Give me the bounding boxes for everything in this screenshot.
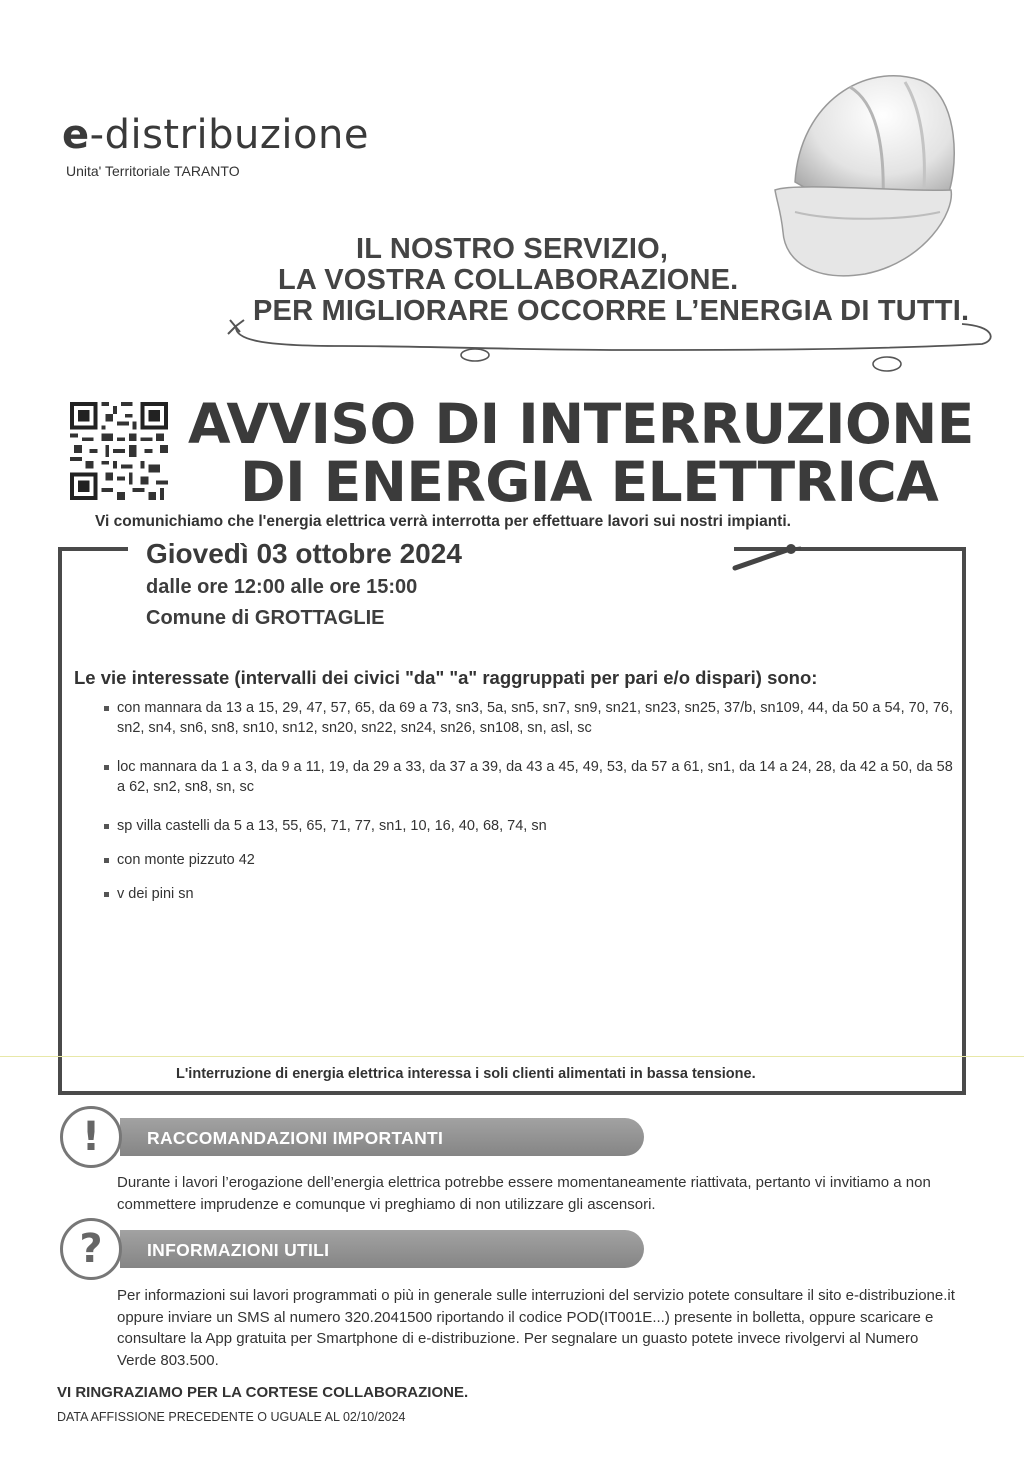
streets-heading: Le vie interessate (intervalli dei civici "da" "a" raggruppati per pari e/o dispari) sono: [74,667,818,688]
bullet-icon [104,706,109,711]
plug-cable-decoration [222,300,1002,380]
street-text: con mannara da 13 a 15, 29, 47, 57, 65, da 69 a 73, sn3, 5a, sn5, sn7, sn9, sn21, sn23, sn25, 37/b, sn109, 44, da 50 a 54, 70, 76, sn2, sn4, sn6, sn8, sn10, sn12, sn20, sn22, sn24, sn26, sn108, sn, asl, sc [117,700,953,736]
slogan-line-1: IL NOSTRO SERVIZIO, [356,233,669,265]
info-text: Per informazioni sui lavori programmati o più in generale sulle interruzioni del servizio potete consultare il sito e-distribuzione.it oppure inviare un SMS al numero 320.2041500 riportando il codice POD(IT001E...) presente in bolletta, oppure scaricare e consultare la App gratuita per Smartphone di e-distribuzione. Per segnalare un guasto potete invece rivolgervi al Numero Verde 803.500. [117,1287,955,1369]
logo-e-mark: e [62,112,90,158]
helmet-illustration [755,62,965,282]
street-item [104,884,954,904]
interruption-hours: dalle ore 12:00 alle ore 15:00 [146,576,418,598]
slogan-line-3: PER MIGLIORARE OCCORRE L’ENERGIA DI TUTTI. [253,295,970,327]
recommendations-title: RACCOMANDAZIONI IMPORTANTI [147,1128,444,1148]
street-item [104,757,954,797]
qr-code [67,402,171,500]
low-voltage-note: L'interruzione di energia elettrica interessa i soli clienti alimentati in bassa tensione. [176,1066,756,1082]
notice-title-line-1: AVVISO DI INTERRUZIONE [188,392,974,456]
street-text: loc mannara da 1 a 3, da 9 a 11, 19, da 29 a 33, da 37 a 39, da 43 a 45, 49, 53, da 57 a 61, sn1, da 14 a 24, 28, da 42 a 50, da 58 a 62, sn2, sn8, sn, sc [117,759,953,795]
posting-date: DATA AFFISSIONE PRECEDENTE O UGUALE AL 02/10/2024 [57,1410,406,1424]
brand-logo [62,112,369,158]
street-text: sp villa castelli da 5 a 13, 55, 65, 71, 77, sn1, 10, 16, 40, 68, 74, sn [117,818,547,834]
notice-intro: Vi comunichiamo che l'energia elettrica verrà interrotta per effettuare lavori sui nostri impianti. [95,513,791,530]
logo-wordmark: -distribuzione [89,112,369,158]
bullet-icon [104,765,109,770]
territorial-unit: Unita' Territoriale TARANTO [66,163,240,179]
thanks-line: VI RINGRAZIAMO PER LA CORTESE COLLABORAZIONE. [57,1384,469,1401]
street-item [104,698,954,738]
interruption-date: Giovedì 03 ottobre 2024 [146,538,462,569]
scan-line [0,1056,1024,1057]
plug-icon [731,540,801,574]
bullet-icon [104,858,109,863]
street-text: con monte pizzuto 42 [117,852,255,868]
street-item [104,850,954,870]
recommendations-text: Durante i lavori l’erogazione dell’energia elettrica potrebbe essere momentaneamente riattivata, pertanto vi invitiamo a non commettere imprudenze e comunque vi preghiamo di non utilizzare gli ascensori. [117,1174,931,1213]
street-item [104,816,954,836]
bullet-icon [104,824,109,829]
interruption-municipality: Comune di GROTTAGLIE [146,607,385,629]
info-title: INFORMAZIONI UTILI [147,1240,330,1260]
question-icon: ? [60,1218,122,1280]
notice-title-line-2: DI ENERGIA ELETTRICA [240,450,939,514]
bullet-icon [104,892,109,897]
street-text: v dei pini sn [117,886,194,902]
slogan-line-2: LA VOSTRA COLLABORAZIONE. [278,264,739,296]
exclamation-icon: ! [60,1106,122,1168]
